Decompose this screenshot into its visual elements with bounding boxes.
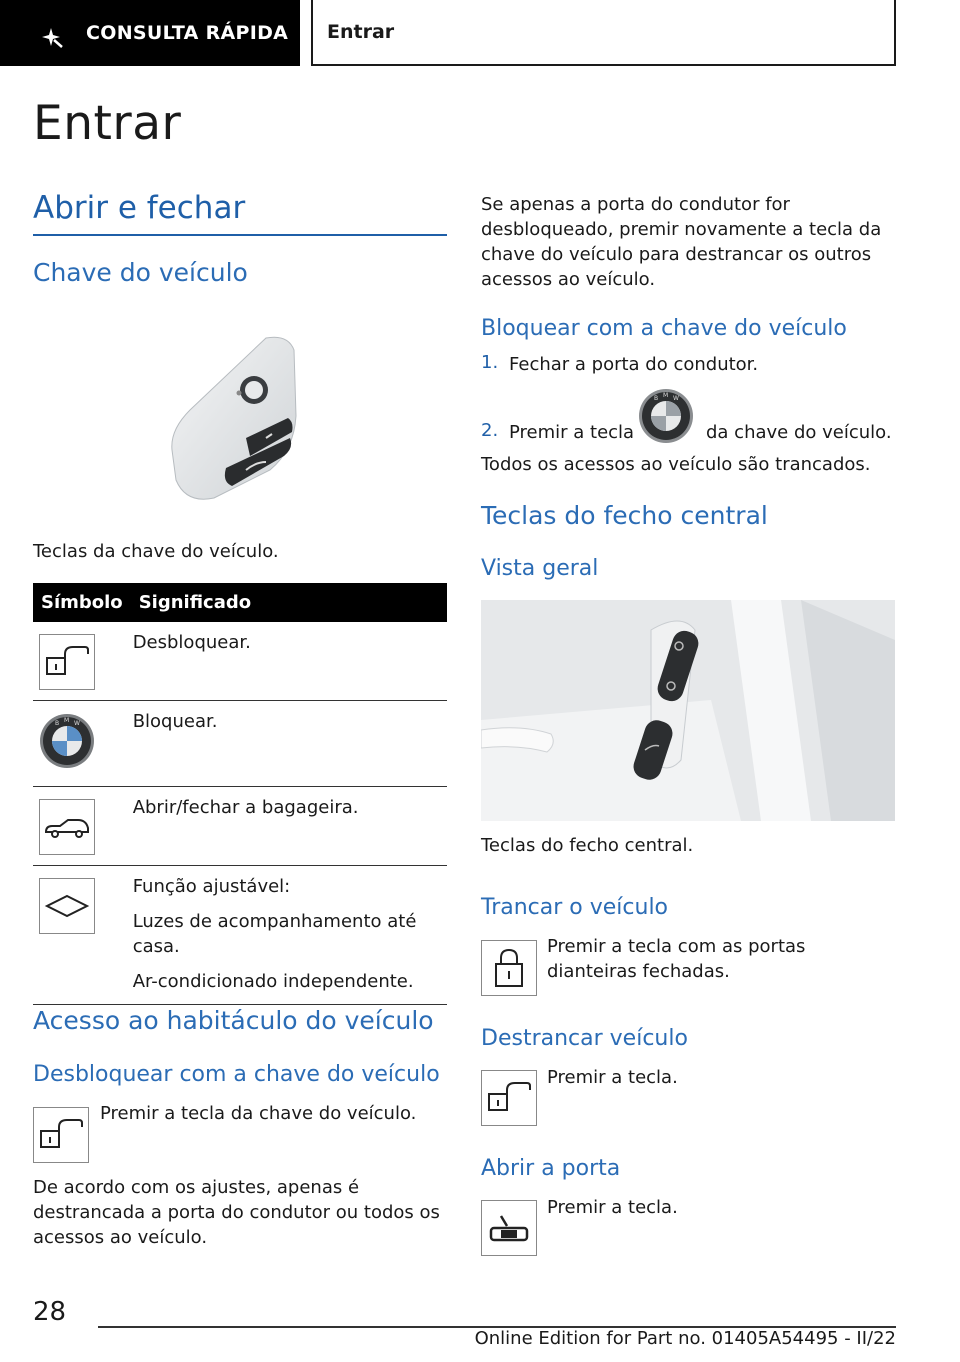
row-text: Função ajustável: — [132, 876, 291, 897]
car-door-icon — [481, 1200, 537, 1256]
lock-result: Todos os acessos ao veículo são trancados. — [481, 454, 871, 475]
svg-text:W: W — [673, 395, 679, 402]
heading-access: Acesso ao habitáculo do veículo — [33, 1006, 434, 1035]
key-caption: Teclas da chave do veículo. — [33, 541, 279, 562]
heading-unlock-vehicle: Destrancar veículo — [481, 1026, 688, 1051]
page-number: 28 — [33, 1297, 67, 1327]
heading-unlock-key: Desbloquear com a chave do veículo — [33, 1062, 440, 1087]
central-caption: Teclas do fecho central. — [481, 835, 694, 856]
row-text: Ar-condicionado independente. — [132, 971, 414, 992]
table-row — [33, 787, 447, 866]
svg-text:M: M — [64, 717, 70, 724]
car-trunk-icon — [39, 799, 95, 855]
row-text: Luzes de acompanhamento até casa. — [132, 911, 417, 957]
central-locking-image — [481, 600, 895, 821]
svg-text:M: M — [663, 392, 669, 399]
heading-lock-key: Bloquear com a chave do veículo — [481, 316, 847, 341]
quick-reference-label: CONSULTA RÁPIDA — [86, 22, 289, 44]
section-tab[interactable] — [311, 0, 896, 66]
vehicle-key-image — [166, 330, 316, 502]
row-text: Abrir/fechar a bagageira. — [132, 797, 359, 818]
bmw-logo-icon — [636, 388, 696, 444]
top-bar — [0, 0, 960, 68]
table-row — [33, 701, 447, 787]
lock-icon — [481, 940, 537, 996]
row-text: Bloquear. — [132, 711, 218, 732]
unlock-icon — [39, 634, 95, 690]
step-text: Premir a tecla — [509, 422, 635, 443]
symbol-table — [33, 583, 447, 1005]
bmw-logo-icon — [39, 713, 95, 769]
unlock-key-text: Premir a tecla da chave do veículo. — [100, 1103, 417, 1124]
heading-central-locking: Teclas do fecho central — [481, 501, 768, 530]
diamond-icon — [39, 878, 95, 934]
heading-overview: Vista geral — [481, 556, 599, 581]
heading-lock-vehicle: Trancar o veículo — [481, 895, 669, 920]
heading-rule — [33, 234, 447, 236]
col-meaning: Significado — [131, 583, 447, 622]
step-text: Fechar a porta do condutor. — [509, 354, 759, 375]
step-number: 1. — [481, 352, 499, 373]
unlock-icon — [33, 1107, 89, 1163]
heading-open-door: Abrir a porta — [481, 1156, 621, 1181]
heading-vehicle-key: Chave do veículo — [33, 258, 248, 287]
svg-text:B: B — [55, 720, 60, 727]
edition-label: Online Edition for Part no. 01405A54495 - II/22 — [474, 1328, 896, 1349]
col-symbol: Símbolo — [33, 583, 131, 622]
step-text: da chave do veículo. — [706, 422, 892, 443]
sparkle-icon — [42, 26, 64, 48]
lock-vehicle-text: Premir a tecla com as portas dianteiras fechadas. — [547, 936, 806, 982]
quick-reference-tab[interactable] — [0, 0, 300, 66]
page-title: Entrar — [33, 96, 182, 151]
unlock-vehicle-text: Premir a tecla. — [547, 1067, 678, 1088]
heading-open-close: Abrir e fechar — [33, 190, 246, 226]
intro-paragraph: Se apenas a porta do condutor for desbloqueado, premir novamente a tecla da chave do veículo para destrancar os outros acessos ao veículo. — [481, 194, 882, 290]
svg-text:W: W — [74, 720, 80, 727]
unlock-icon — [481, 1070, 537, 1126]
step-number: 2. — [481, 420, 499, 441]
row-text: Desbloquear. — [132, 632, 251, 653]
open-door-text: Premir a tecla. — [547, 1197, 678, 1218]
svg-text:B: B — [654, 395, 659, 402]
unlock-paragraph: De acordo com os ajustes, apenas é destrancada a porta do condutor ou todos os acessos ao veículo. — [33, 1177, 440, 1248]
table-row — [33, 622, 447, 701]
table-row — [33, 866, 447, 1005]
section-label: Entrar — [327, 21, 395, 43]
